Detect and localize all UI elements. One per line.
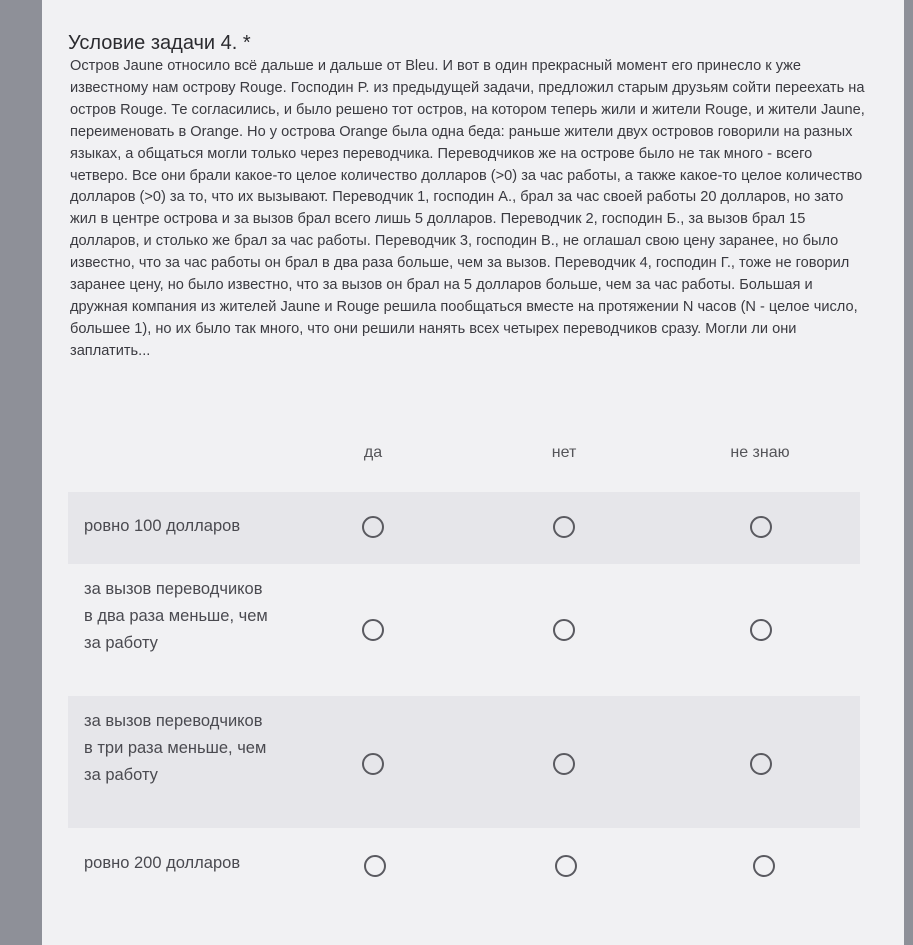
question-description: Остров Jaune относило всё дальше и дальше от Bleu. И вот в один прекрасный момент его принесло к уже известному нам острову Rouge. Господин P. из предыдущей задачи, предложил старым друзьям сойти переехать на остров Rouge. Те согласились, и было решено тот остров, на котором теперь жили и жители Rouge, и жители Jaune, переименовать в Orange. Но у острова Orange была одна беда: раньше жители двух островов говорили на разных языках, а общаться могли только через переводчика. Переводчиков же на острове было не так много - всего четверо. Все они брали какое-то целое количество долларов (>0) за час работы, а также какое-то целое количество долларов (>0) за то, что их вызывают. Переводчик 1, господин A., брал за час своей работы 20 долларов, но зато жил в центре острова и за вызов брал всего лишь 5 долларов. Переводчик 2, господин Б., за вызов брал 15 долларов, и столько же брал за час работы. Переводчик 3, господин В., не оглашал свою цену заранее, но было известно, что за час работы он брал в два раза больше, чем за вызов. Переводчик 4, господин Г., тоже не говорил заранее цену, но было известно, что за вызов он брал на 5 долларов больше, чем за час работы. Большая и дружная компания из жителей Jaune и Rouge решила пообщаться вместе на протяжении N часов (N - целое число, большее 1), но их было так много, что они решили нанять всех четырех переводчиков сразу. Могли ли они заплатить... [70,58,865,359]
column-header-dont-know: не знаю [730,444,790,461]
column-header-yes: да [363,444,383,461]
radio-row2-dont-know[interactable] [750,619,772,641]
radio-row1-no[interactable] [553,516,575,538]
row-label: за вызов переводчиков в два раза меньше, чем за работу [84,580,268,652]
grid-row-100-dollars [68,492,860,564]
radio-row1-yes[interactable] [362,516,384,538]
grid-row-call-third-of-work [68,696,860,828]
radio-row3-yes[interactable] [362,753,384,775]
column-header-no: нет [551,444,577,461]
radio-row3-no[interactable] [553,753,575,775]
radio-row2-no[interactable] [553,619,575,641]
row-label: ровно 100 долларов [84,517,241,535]
radio-row4-yes[interactable] [364,855,386,877]
grid-row-call-half-of-work [68,564,860,696]
grid-row-200-dollars [68,828,860,904]
question-card [42,0,904,945]
row-label: за вызов переводчиков в три раза меньше, чем за работу [84,712,267,784]
radio-row3-dont-know[interactable] [750,753,772,775]
radio-row1-dont-know[interactable] [750,516,772,538]
radio-row2-yes[interactable] [362,619,384,641]
question-title: Условие задачи 4. * [68,32,251,54]
radio-row4-no[interactable] [555,855,577,877]
grid-column-headers [42,444,904,468]
row-label: ровно 200 долларов [84,854,241,872]
radio-row4-dont-know[interactable] [753,855,775,877]
